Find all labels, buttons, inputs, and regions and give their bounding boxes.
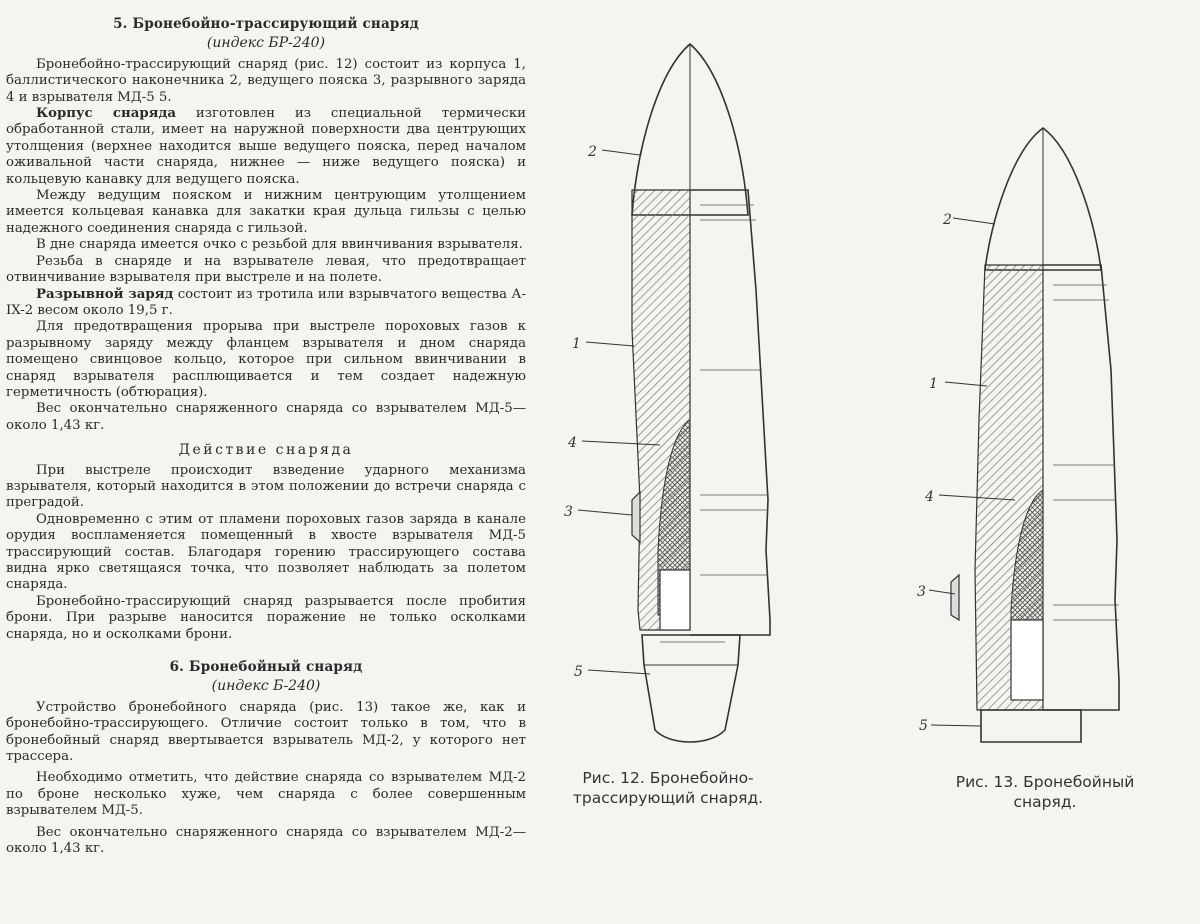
section5-paragraph-7: Для предотвращения прорыва при выстреле пороховых газов к разрывному заряду между фланцем взрывателя и дном снаряда помещено свинцовое кольцо, которое при сильном ввинчивании в снаряд взрывателя расплющивается и тем создает надежную герметичность (обтюрация). <box>6 319 526 400</box>
fuze-body <box>981 710 1081 742</box>
callout-label-4: 4 <box>925 489 934 505</box>
action-paragraph-1: При выстреле происходит взведение ударного механизма взрывателя, который находится в этом положении до встречи снаряда с преградой. <box>6 462 526 511</box>
figure-13-caption <box>935 772 1155 812</box>
figure-12-shell-diagram <box>560 30 790 760</box>
callout-label-4: 4 <box>568 435 577 451</box>
rotating-band <box>951 575 959 620</box>
figure-12-caption <box>548 768 788 808</box>
body-heading: Корпус снаряда <box>36 106 176 122</box>
rotating-band <box>632 492 640 542</box>
section5-paragraph-3: Между ведущим пояском и нижним центрующим утолщением имеется кольцевая канавка для закатки края дульца гильзы с целью надежного соединения снаряда с гильзой. <box>6 188 526 236</box>
fuze-body <box>642 635 740 742</box>
section6-title: 6. Бронебойный снаряд <box>169 659 363 676</box>
callout-label-2: 2 <box>588 144 597 160</box>
section5-paragraph-4: В дне снаряда имеется очко с резьбой для ввинчивания взрывателя. <box>36 237 523 253</box>
section5-paragraph-2-text: изготовлен из специальной термически обработанной стали, имеет на наружной поверхности два центрующих утолщения (верхнее находится выше ведущего пояска, перед началом оживальной части снаряда, нижнее — ниже ведущего пояска) и кольцевую канавку для ведущего пояска. <box>6 106 526 187</box>
caption-line: Рис. 12. Бронебойно- <box>582 769 754 787</box>
section5-paragraph-6 <box>6 287 526 320</box>
caption-line: снаряд. <box>1013 793 1077 811</box>
action-paragraph-2: Одновременно с этим от пламени пороховых газов заряда в канале орудия воспламеняется помещенный в хвосте взрывателя МД-5 трассирующий состав. Благодаря горению трассирующего состава видна ярко светящаяся точка, что позволяет наблюдать за полетом снаряда. <box>6 511 526 593</box>
callout-label-3: 3 <box>917 584 926 600</box>
callout-label-5: 5 <box>919 718 928 734</box>
section6-paragraph-1: Устройство бронебойного снаряда (рис. 13) такое же, как и бронебойно-трассирующего. Отличие состоит только в том, что в бронебойный снаряд ввертывается взрыватель МД-2, у которого нет трассера. <box>6 699 526 765</box>
body-outline <box>690 190 770 635</box>
action-paragraph-3: Бронебойно-трассирующий снаряд разрывается после пробития брони. При разрыве наносится поражение не только осколками снаряда, но и осколками брони. <box>6 593 526 642</box>
section5-index: (индекс БР-240) <box>206 35 326 52</box>
section5-paragraph-6-text: состоит из тротила или взрывчатого вещества А-IX-2 весом около 19,5 г. <box>6 286 526 318</box>
action-title: Действие снаряда <box>178 442 354 459</box>
section5-paragraph-1: Бронебойно-трассирующий снаряд (рис. 12) состоит из корпуса 1, баллистического наконечника 2, ведущего пояска 3, разрывного заряда 4 и взрывателя МД-5 5. <box>6 56 526 105</box>
caption-line: Рис. 13. Бронебойный <box>955 773 1135 791</box>
fuze-chamber <box>1011 620 1043 700</box>
callout-label-1: 1 <box>572 336 581 352</box>
section5-paragraph-8: Вес окончательно снаряженного снаряда со взрывателем МД-5— около 1,43 кг. <box>6 401 526 433</box>
callout-label-5: 5 <box>574 664 583 680</box>
body-outline <box>1043 265 1119 710</box>
section6-paragraph-3: Вес окончательно снаряженного снаряда со взрывателем МД-2— около 1,43 кг. <box>6 824 526 857</box>
callout-label-1: 1 <box>929 376 938 392</box>
section6-paragraph-2: Необходимо отметить, что действие снаряда со взрывателем МД-2 по броне несколько хуже, чем снаряда с более совершенным взрывателем МД-5. <box>6 770 526 819</box>
callout-label-3: 3 <box>564 504 573 520</box>
fuze-chamber <box>660 570 690 630</box>
figure-13-shell-diagram <box>915 120 1135 750</box>
section5-paragraph-5: Резьба в снаряде и на взрывателе левая, что предотвращает отвинчивание взрывателя при выстреле и на полете. <box>6 253 526 286</box>
section5-paragraph-2 <box>6 106 526 188</box>
caption-line: трассирующий снаряд. <box>572 789 764 807</box>
callout-label-2: 2 <box>943 212 952 228</box>
body-heading: Разрывной заряд <box>36 286 174 302</box>
section5-title: 5. Бронебойно-трассирующий снаряд <box>113 16 419 32</box>
section6-index: (индекс Б-240) <box>211 678 321 695</box>
text-column <box>6 6 526 858</box>
